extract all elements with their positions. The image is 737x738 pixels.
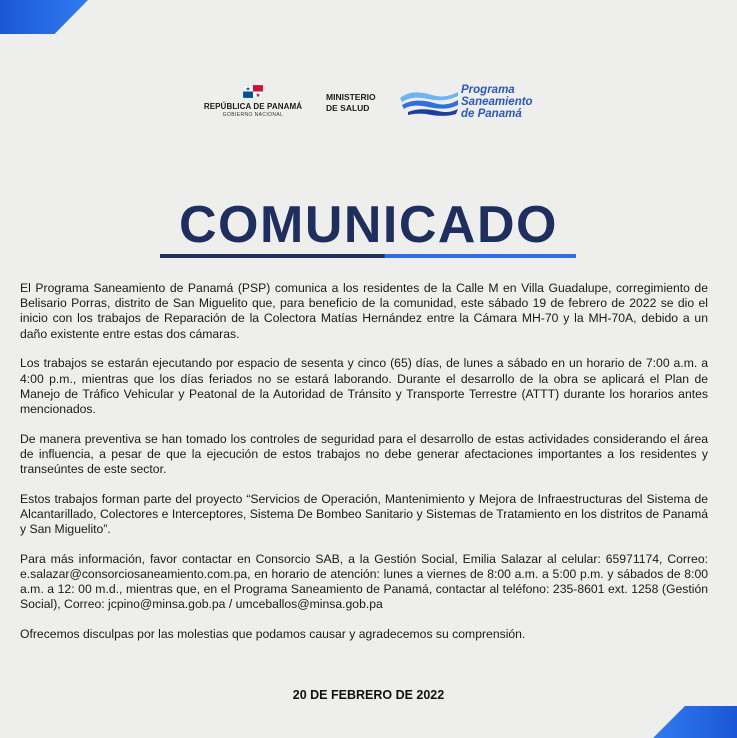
paragraph-4: Estos trabajos forman parte del proyecto “Servicios de Operación, Mantenimiento y Mejora de Infraestructuras del Sistema de Alcantarillado, Colectores e Interceptores, Sistema De Bombeo Sanitario y Sistemas de Tratamiento en los distritos de Panamá y San Miguelito”. (20, 491, 708, 537)
communique-body (20, 281, 708, 657)
ministerio-line1: MINISTERIO (326, 92, 376, 102)
top-left-corner-accent (0, 0, 88, 34)
title-underline (160, 254, 576, 258)
paragraph-1: El Programa Saneamiento de Panamá (PSP) comunica a los residentes de la Calle M en Villa Guadalupe, corregimiento de Belisario Porras, distrito de San Miguelito que, para beneficio de la comunidad, este sábado 19 de febrero de 2022 se dio el inicio con los trabajos de Reparación de la Colectora Matías Hernández entre la Cámara MH-70 y la MH-70A, debido a un daño existente entre estas dos cámaras. (20, 281, 708, 341)
republica-panama-logo (198, 84, 308, 118)
water-wave-icon (398, 86, 460, 118)
republica-name: REPÚBLICA DE PANAMÁ (203, 102, 303, 111)
paragraph-3: De manera preventiva se han tomado los controles de seguridad para el desarrollo de estas actividades considerando el área de influencia, a pesar de que la ejecución de estos trabajos no debe generar afectaciones importantes a los residentes y transeúntes de este sector. (20, 431, 708, 477)
page-title: COMUNICADO (179, 196, 558, 254)
republica-subtitle: GOBIERNO NACIONAL (222, 112, 284, 118)
paragraph-2: Los trabajos se estarán ejecutando por espacio de sesenta y cinco (65) días, de lunes a sábado en un horario de 7:00 a.m. a 4:00 p.m., mientras que los días feriados no se estará laborando. Durante el desarrollo de la obra se aplicará el Plan de Manejo de Tráfico Vehicular y Peatonal de la Autoridad de Tránsito y Transporte Terrestre (ATTT) durante los horarios antes mencionados. (20, 356, 708, 416)
ministerio-salud-logo (326, 92, 376, 114)
programa-saneamiento-logo (398, 84, 548, 124)
paragraph-6: Ofrecemos disculpas por las molestias que podamos causar y agradecemos su comprensión. (20, 627, 526, 642)
programa-line3: de Panamá (461, 108, 522, 120)
paragraph-5: Para más información, favor contactar en Consorcio SAB, a la Gestión Social, Emilia Salazar al celular: 65971174, Correo: e.salazar@consorciosaneamiento.com.pa, en horario de atención: lunes a viernes de 8:00 a.m. a 5:00 p.m. y sábados de 8:00 a.m. a 12: 00 m.d., mientras que, en el Programa Saneamiento de Panamá, contactar al teléfono: 235-8601 ext. 1258 (Gestión Social), Correo: jcpino@minsa.gob.pa / umceballos@minsa.gob.pa (20, 551, 708, 612)
panama-flag-icon (243, 85, 263, 98)
programa-line1: Programa (461, 84, 515, 96)
programa-text (461, 84, 533, 120)
header-logos (0, 84, 737, 124)
bottom-right-corner-accent (653, 706, 737, 738)
programa-line2: Saneamiento (461, 96, 533, 108)
ministerio-line2: DE SALUD (326, 103, 370, 113)
communique-date: 20 DE FEBRERO DE 2022 (292, 688, 445, 702)
